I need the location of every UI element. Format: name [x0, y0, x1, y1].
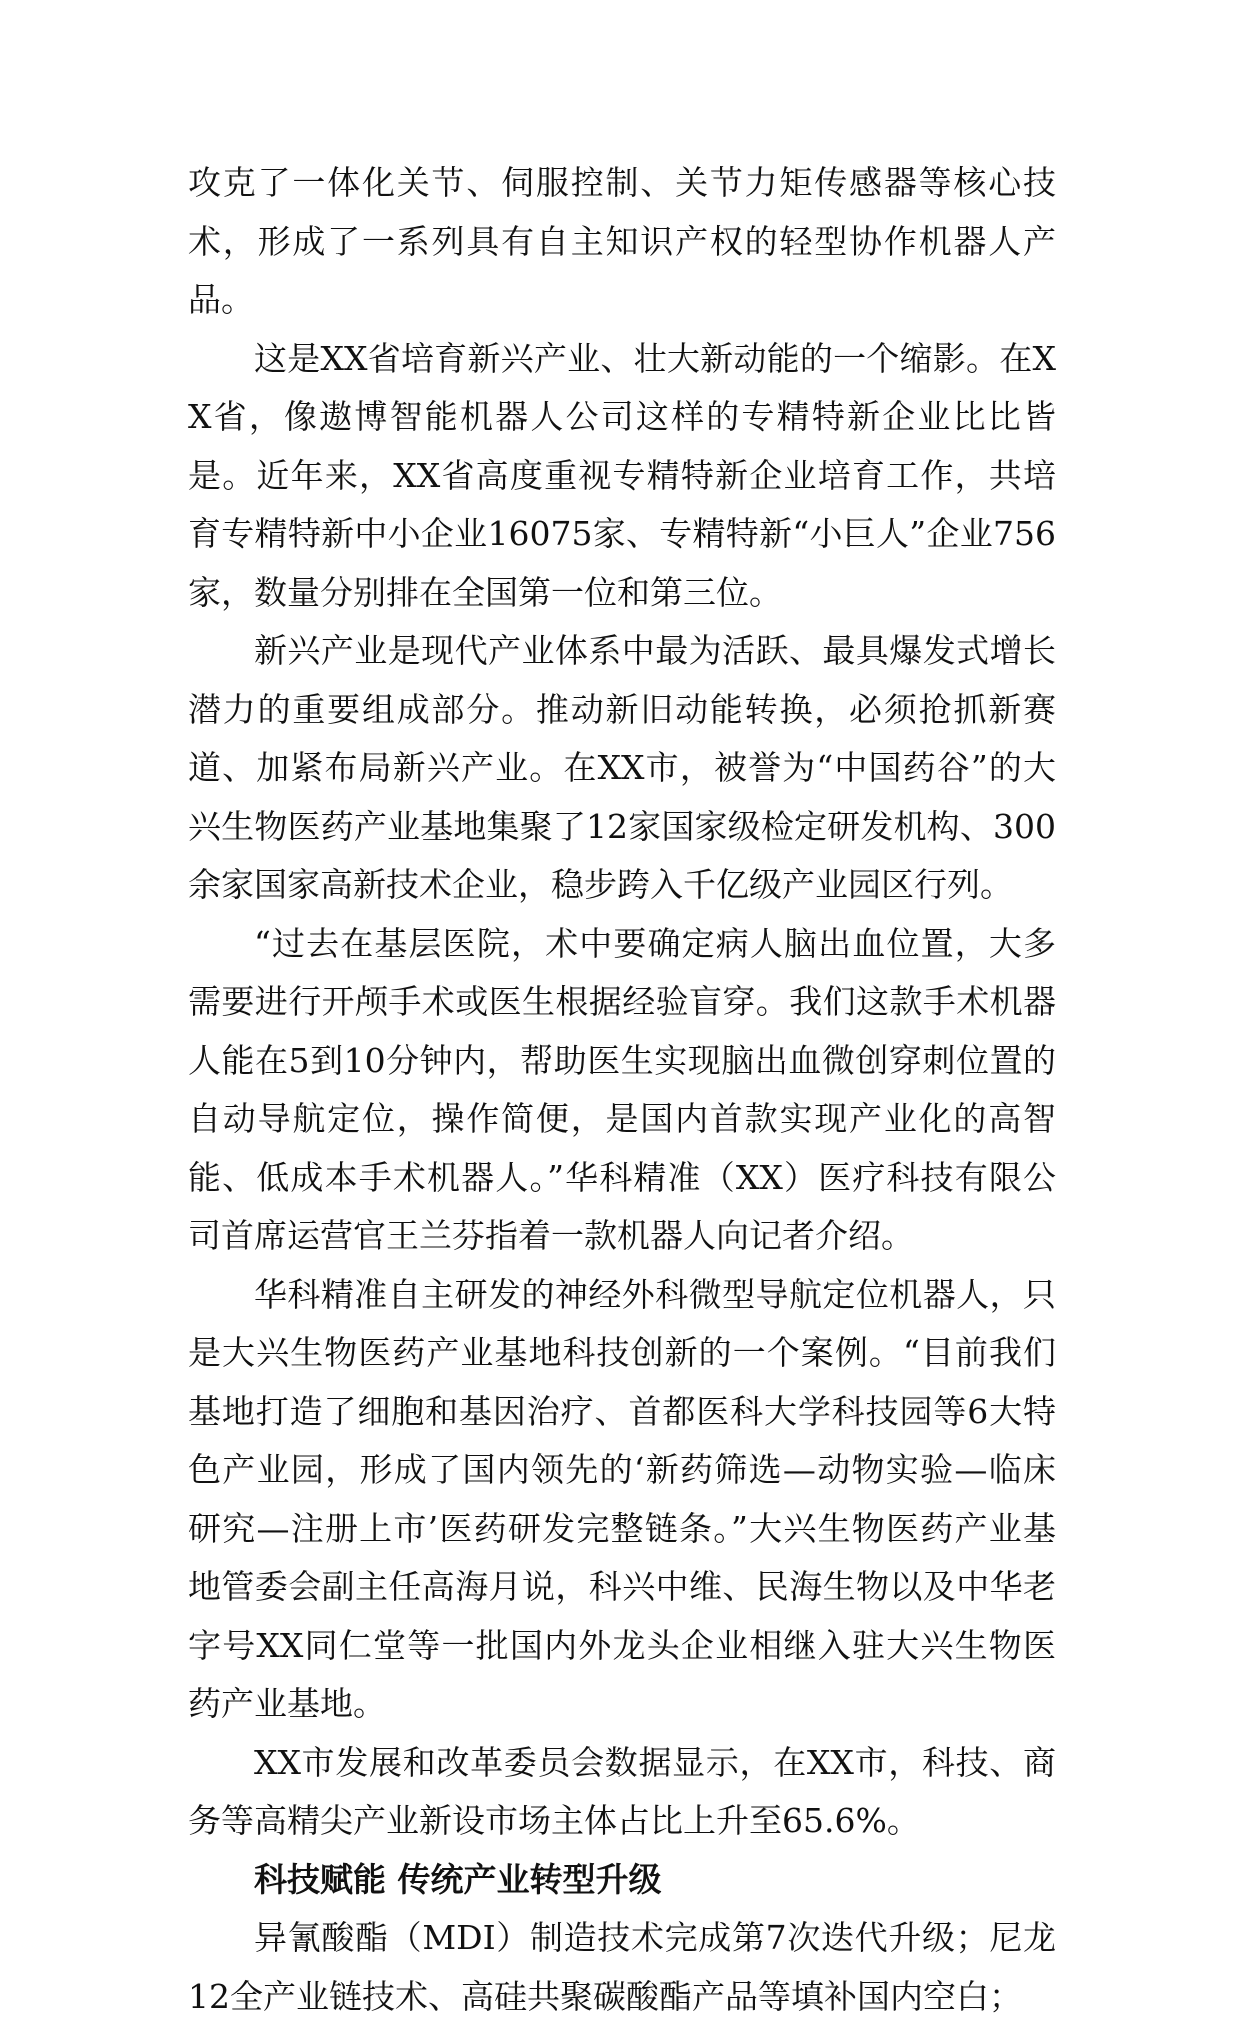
article-body [188, 154, 1056, 2026]
paragraph: 新兴产业是现代产业体系中最为活跃、最具爆发式增长潜力的重要组成部分。推动新旧动能转换，必须抢抓新赛道、加紧布局新兴产业。在XX市，被誉为“中国药谷”的大兴生物医药产业基地集聚了12家国家级检定研发机构、300余家国家高新技术企业，稳步跨入千亿级产业园区行列。 [188, 631, 1056, 904]
paragraph: 异氰酸酯（MDI）制造技术完成第7次迭代升级；尼龙12全产业链技术、高硅共聚碳酸酯产品等填补国内空白； [188, 1918, 1056, 2016]
section-heading: 科技赋能 传统产业转型升级 [254, 1859, 662, 1899]
paragraph: 这是XX省培育新兴产业、壮大新动能的一个缩影。在XX省，像遨博智能机器人公司这样的专精特新企业比比皆是。近年来，XX省高度重视专精特新企业培育工作，共培育专精特新中小企业16075家、专精特新“小巨人”企业756家，数量分别排在全国第一位和第三位。 [188, 338, 1056, 612]
paragraph: XX市发展和改革委员会数据显示，在XX市，科技、商务等高精尖产业新设市场主体占比上升至65.6%。 [188, 1742, 1056, 1840]
paragraph: “过去在基层医院，术中要确定病人脑出血位置，大多需要进行开颅手术或医生根据经验盲穿。我们这款手术机器人能在5到10分钟内，帮助医生实现脑出血微创穿刺位置的自动导航定位，操作简便，是国内首款实现产业化的高智能、低成本手术机器人。”华科精准（XX）医疗科技有限公司首席运营官王兰芬指着一款机器人向记者介绍。 [188, 923, 1056, 1255]
paragraph-continuation: 攻克了一体化关节、伺服控制、关节力矩传感器等核心技术，形成了一系列具有自主知识产权的轻型协作机器人产品。 [188, 163, 1056, 319]
paragraph: 华科精准自主研发的神经外科微型导航定位机器人，只是大兴生物医药产业基地科技创新的一个案例。“目前我们基地打造了细胞和基因治疗、首都医科大学科技园等6大特色产业园，形成了国内领先的‘新药筛选—动物实验—临床研究—注册上市’医药研发完整链条。”大兴生物医药产业基地管委会副主任高海月说，科兴中维、民海生物以及中华老字号XX同仁堂等一批国内外龙头企业相继入驻大兴生物医药产业基地。 [188, 1274, 1056, 1723]
